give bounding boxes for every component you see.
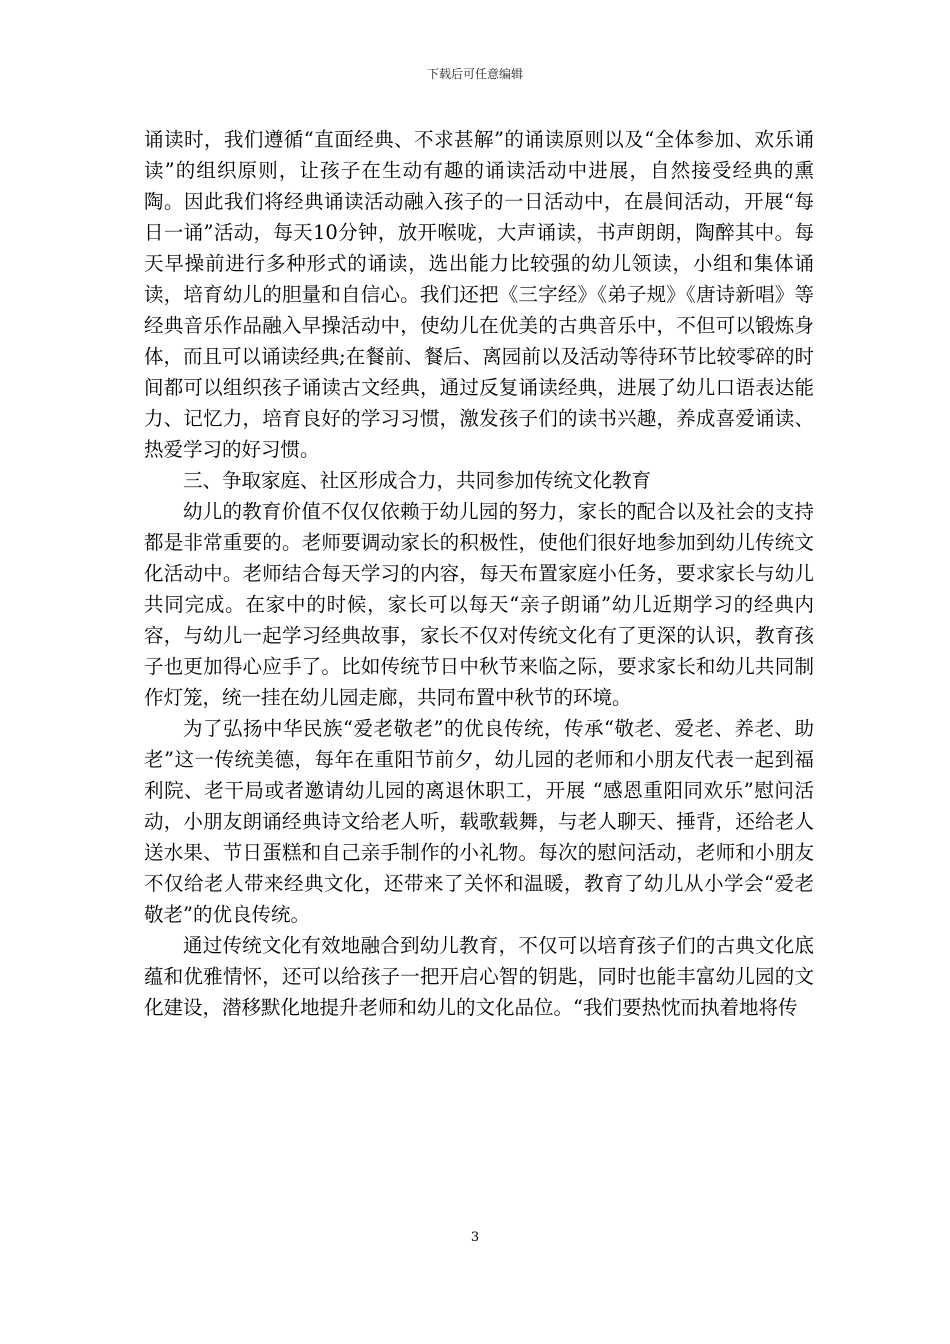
- paragraph: 通过传统文化有效地融合到幼儿教育，不仅可以培育孩子们的古典文化底蕴和优雅情怀，还可以给孩子一把开启心智的钥匙，同时也能丰富幼儿园的文化建设，潜移默化地提升老师和幼儿的文化品位。“我们要热忱而执着地将传: [144, 934, 814, 1019]
- paragraph: 为了弘扬中华民族“爱老敬老”的优良传统，传承“敬老、爱老、养老、助老”这一传统美德，每年在重阳节前夕，幼儿园的老师和小朋友代表一起到福利院、老干局或者邀请幼儿园的离退休职工，开展 “感恩重阳同欢乐”慰问活动，小朋友朗诵经典诗文给老人听，载歌载舞，与老人聊天、捶背，还给老人送水果、节日蛋糕和自己亲手制作的小礼物。每次的慰问活动，老师和小朋友不仅给老人带来经典文化，还带来了关怀和温暖，教育了幼儿从小学会“爱老敬老”的优良传统。: [144, 717, 814, 926]
- paragraph: 幼儿的教育价值不仅仅依赖于幼儿园的努力，家长的配合以及社会的支持都是非常重要的。老师要调动家长的积极性，使他们很好地参加到幼儿传统文化活动中。老师结合每天学习的内容，每天布置家庭小任务，要求家长与幼儿共同完成。在家中的时候，家长可以每天“亲子朗诵”幼儿近期学习的经典内容，与幼儿一起学习经典故事，家长不仅对传统文化有了更深的认识，教育孩子也更加得心应手了。比如传统节日中秋节来临之际，要求家长和幼儿共同制作灯笼，统一挂在幼儿园走廊，共同布置中秋节的环境。: [144, 500, 814, 709]
- document-body: [144, 124, 814, 1023]
- page-header-note: 下载后可任意编辑: [426, 67, 523, 81]
- paragraph-continued: 诵读时，我们遵循“直面经典、不求甚解”的诵读原则以及“全体参加、欢乐诵读”的组织原则，让孩子在生动有趣的诵读活动中进展，自然接受经典的熏陶。因此我们将经典诵读活动融入孩子的一日活动中，在晨间活动，开展“每日一诵”活动，每天10分钟，放开喉咙，大声诵读，书声朗朗，陶醉其中。每天早操前进行多种形式的诵读，选出能力比较强的幼儿领读，小组和集体诵读，培育幼儿的胆量和自信心。我们还把《三字经》《弟子规》《唐诗新唱》等经典音乐作品融入早操活动中，使幼儿在优美的古典音乐中，不但可以锻炼身体，而且可以诵读经典;在餐前、餐后、离园前以及活动等待环节比较零碎的时间都可以组织孩子诵读古文经典，通过反复诵读经典，进展了幼儿口语表达能力、记忆力，培育良好的学习习惯，激发孩子们的读书兴趣，养成喜爱诵读、热爱学习的好习惯。: [144, 128, 814, 461]
- section-heading: 三、争取家庭、社区形成合力，共同参加传统文化教育: [183, 469, 652, 492]
- page-number: 3: [470, 1230, 480, 1245]
